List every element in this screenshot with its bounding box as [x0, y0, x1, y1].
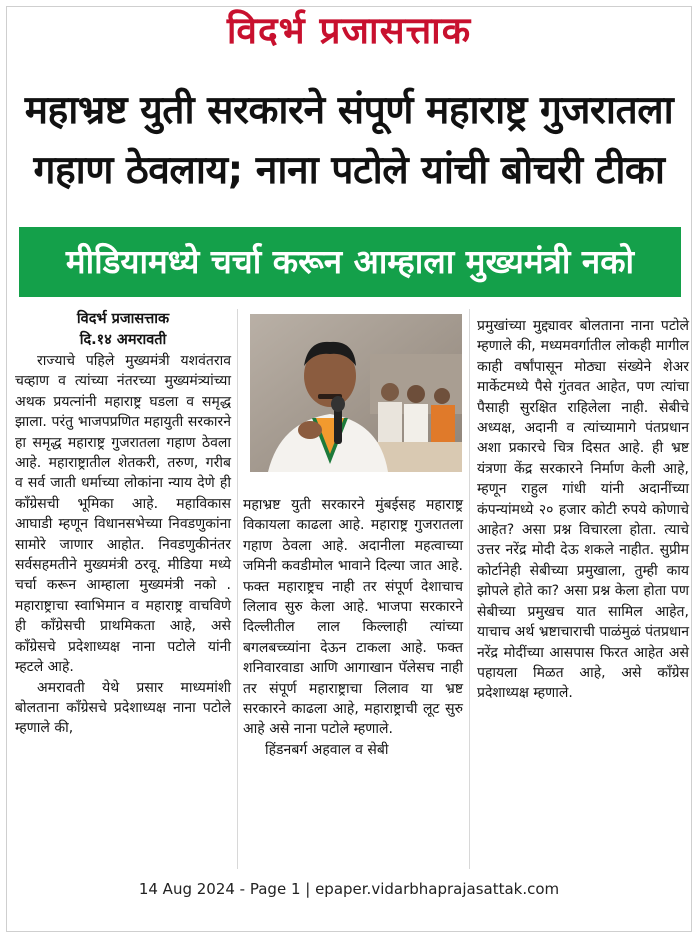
article-photo	[250, 314, 462, 472]
column-divider	[237, 309, 238, 869]
subheadline-banner: मीडियामध्ये चर्चा करून आम्हाला मुख्यमंत्री नको	[19, 227, 681, 297]
article-paragraph: अमरावती येथे प्रसार माध्यमांशी बोलताना काँग्रेसचे प्रदेशाध्यक्ष नाना पटोले म्हणाले की,	[15, 679, 231, 737]
article-paragraph: प्रमुखांच्या मुद्द्यावर बोलताना नाना पटोले म्हणाले की, मध्यमवर्गातील लोकही मागील काही वर्षांपासून मोठ्या संख्येने शेअर मार्केटमध्ये पैसे गुंतवत आहेत, पण त्यांचा पैसाही सुरक्षित राहिलेला नाही. सेबीचे अध्यक्ष, अदानी व त्यांच्यामागे पंतप्रधान अशा प्रकारचे चित्र दिसत आहे. ही भ्रष्ट यंत्रणा केंद्र सरकारने निर्माण केली आहे, म्हणून राहुल गांधी यांनी अदानींच्या कंपन्यांमध्ये २० हजार कोटी रुपये कोणाचे आहेत? असा प्रश्न विचारला होता. त्याचे उत्तर नरेंद्र मोदी देऊ शकले नाहीत. सुप्रीम कोर्टानेही सेबीच्या प्रमुखाला, तुम्ही काय झोपले होते का? असा प्रश्न केला होता पण सेबीच्या प्रमुखच यात सामिल आहेत, याचाच अर्थ भ्रष्टाचाराची पाळंमुळं पंतप्रधान नरेंद्र मोदींच्या आसपास फिरत आहेत असे पहायला मिळत आहे, असे काँग्रेस प्रदेशाध्यक्ष म्हणाले.	[477, 318, 689, 702]
article-paragraph: महाभ्रष्ट युती सरकारने मुंबईसह महाराष्ट्र विकायला काढला आहे. महाराष्ट्र गुजरातला गहाण ठेवला आहे. अदानीला महत्वाच्या जमिनी कवडीमोल भावाने दिल्या जात आहे. फक्त महाराष्ट्रच नाही तर संपूर्ण देशाचाच लिलाव सुरु केला आहे. भाजपा सरकारने दिल्लीतील लाल किल्लाही त्यांच्या बगलबच्च्यांना देऊन टाकला आहे. फक्त शनिवारवाडा आणि आगाखान पॅलेसच नाही तर संपूर्ण महाराष्ट्राचा लिलाव या भ्रष्ट सरकारने काढला आहे, महाराष्ट्राची लूट सुरु आहे असे नाना पटोले म्हणाले.	[243, 497, 463, 738]
masthead: विदर्भ प्रजासत्ताक	[226, 9, 472, 52]
headline-line-1: महाभ्रष्ट युती सरकारने संपूर्ण महाराष्ट्र गुजरातला	[24, 88, 674, 133]
article-column-3	[477, 316, 689, 704]
page-footer: 14 Aug 2024 - Page 1 | epaper.vidarbhaprajasattak.com	[138, 880, 560, 898]
article-paragraph: राज्याचे पहिले मुख्यमंत्री यशवंतराव चव्हाण व त्यांच्या नंतरच्या मुख्यमंत्र्यांच्या अथक प्रयत्नांनी महाराष्ट्र घडला व समृद्ध झाला. परंतु भाजपप्रणित महायुती सरकारने हा समृद्ध महाराष्ट्र गुजरातला गहाण ठेवला आहे. महाराष्ट्रातील शेतकरी, तरुण, गरीब व सर्व जाती धर्माच्या लोकांना न्याय देणे ही काँग्रेसची भूमिका आहे. महाविकास आघाडी म्हणून विधानसभेच्या निवडणुकांना सामोरे जाणार आहोत. निवडणुकीनंतर सर्वसहमतीने मुख्यमंत्री ठरवू. मीडिया मध्ये चर्चा करून आम्हाला मुख्यमंत्री नको . महाराष्ट्राचा स्वाभिमान व महाराष्ट्र वाचविणे ही काँग्रेसची प्राथमिकता आहे, असे काँग्रेसचे प्रदेशाध्यक्ष नाना पटोले यांनी म्हटले आहे.	[15, 353, 231, 676]
speaker-photo-illustration	[250, 314, 462, 472]
byline-dateline: दि.१४ अमरावती	[79, 332, 167, 348]
newspaper-page	[6, 6, 692, 932]
column-divider	[469, 309, 470, 869]
article-column-2	[243, 495, 463, 760]
article-paragraph: हिंडनबर्ग अहवाल व सेबी	[265, 741, 389, 758]
headline	[21, 81, 677, 201]
headline-line-2: गहाण ठेवलाय; नाना पटोले यांची बोचरी टीका	[33, 148, 665, 193]
byline-publication: विदर्भ प्रजासत्ताक	[76, 311, 170, 327]
article-column-1	[15, 309, 231, 739]
